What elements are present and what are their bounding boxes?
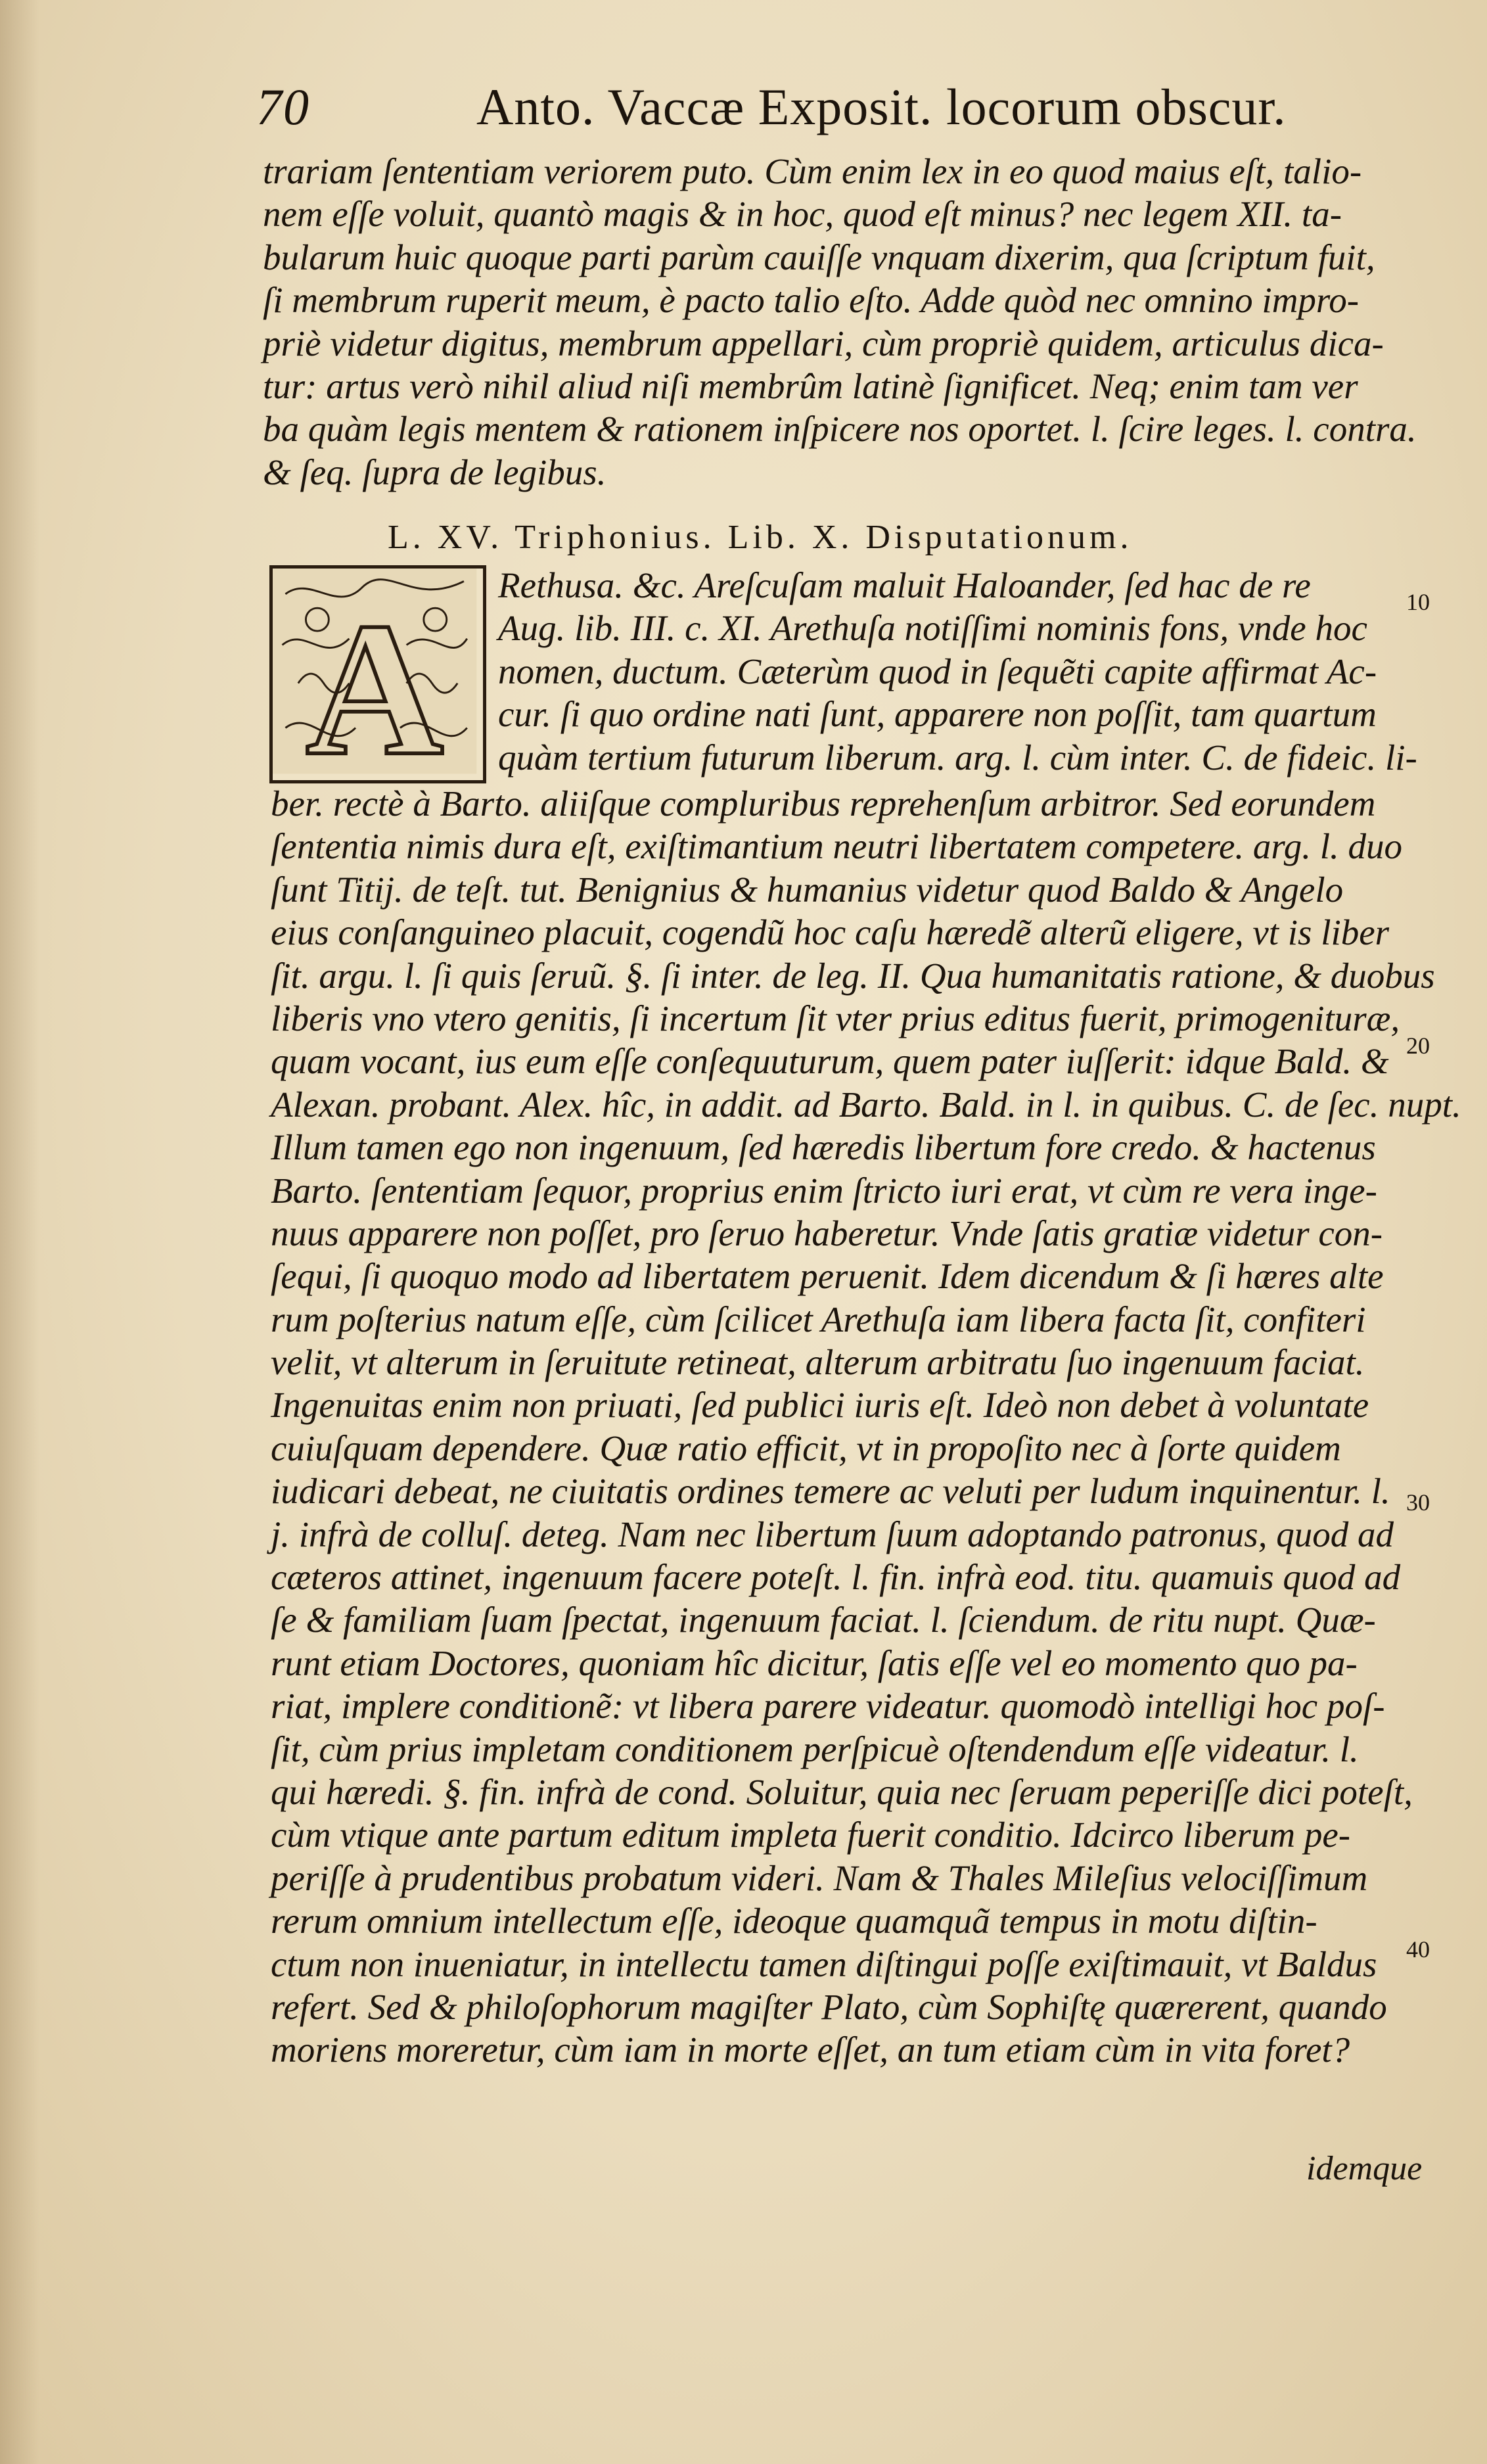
text-line: quam vocant, ius eum eſſe conſequuturum, quem pater iuſſerit: idque Bald. & — [271, 1041, 1389, 1082]
page-number: 70 — [256, 78, 310, 135]
margin-line-number: 10 — [1406, 589, 1430, 615]
ornament-icon — [273, 569, 483, 780]
margin-line-number: 40 — [1406, 1936, 1430, 1963]
text-line: riat, implere conditionẽ: vt libera parere videatur. quomodò intelligi hoc poſ- — [271, 1686, 1385, 1727]
text-line: tur: artus verò nihil aliud niſi membrûm latinè ſignificet. Neq; enim tam ver — [263, 365, 1358, 406]
text-line: iudicari debeat, ne ciuitatis ordines temere ac veluti per ludum inquinentur. l. — [271, 1471, 1390, 1512]
dropcap-letter: A — [306, 583, 444, 780]
text-line: rum poſterius natum eſſe, cùm ſcilicet Arethuſa iam libera facta ſit, confiteri — [271, 1299, 1366, 1339]
text-line: cur. ſi quo ordine nati ſunt, apparere non poſſit, tam quartum — [498, 694, 1377, 735]
text-line: eius conſanguineo placuit, cogendũ hoc caſu hæredẽ alterũ eligere, vt is liber — [271, 912, 1390, 953]
text-line: Aug. lib. III. c. XI. Arethuſa notiſſimi nominis fons, vnde hoc — [498, 608, 1367, 649]
text-line: ſit, cùm prius impletam conditionem perſpicuè oſtendendum eſſe videatur. l. — [271, 1729, 1359, 1769]
text-line: Barto. ſententiam ſequor, proprius enim ſtricto iuri erat, vt cùm re vera inge- — [271, 1170, 1377, 1211]
text-line: nuus apparere non poſſet, pro ſeruo haberetur. Vnde ſatis gratiæ videtur con- — [271, 1213, 1383, 1253]
page-gutter-shadow — [0, 0, 39, 2464]
text-line: nem eſſe voluit, quantò magis & in hoc, quod eſt minus? nec legem XII. ta- — [263, 194, 1342, 235]
body-paragraph — [271, 782, 1461, 2072]
text-line: cæteros attinet, ingenuum facere poteſt. l. fin. infrà eod. titu. quamuis quod ad — [271, 1557, 1401, 1598]
text-line: & ſeq. ſupra de legibus. — [263, 452, 606, 492]
text-line: nomen, ductum. Cæterùm quod in ſequẽti capite affirmat Ac- — [498, 651, 1377, 691]
catchword: idemque — [1306, 2150, 1423, 2187]
text-line: qui hæredi. §. fin. infrà de cond. Soluitur, quia nec ſeruam peperiſſe dici poteſt, — [271, 1771, 1413, 1812]
text-line: quàm tertium futurum liberum. arg. l. cùm inter. C. de fideic. li- — [498, 737, 1417, 778]
text-line: cuiuſquam dependere. Quæ ratio efficit, vt in propoſito nec à ſorte quidem — [271, 1428, 1341, 1468]
text-line: ctum non inueniatur, in intellectu tamen diſtingui poſſe exiſtimauit, vt Baldus — [271, 1943, 1377, 1984]
running-head — [256, 78, 1340, 143]
text-line: ſequi, ſi quoquo modo ad libertatem peruenit. Idem dicendum & ſi hæres alte — [271, 1256, 1384, 1297]
text-line: j. infrà de colluſ. deteg. Nam nec libertum ſuum adoptando patronus, quod ad — [271, 1514, 1394, 1554]
text-line: ſententia nimis dura eſt, exiſtimantium neutri libertatem competere. arg. l. duo — [271, 826, 1403, 867]
text-line: cùm vtique ante partum editum impleta fuerit conditio. Idcirco liberum pe- — [271, 1815, 1351, 1855]
margin-line-number: 30 — [1406, 1489, 1430, 1516]
text-line: ſit. argu. l. ſi quis ſeruũ. §. ſi inter. de leg. II. Qua humanitatis ratione, & duobus — [271, 955, 1435, 996]
text-line: ſi membrum ruperit meum, è pacto talio eſto. Adde quòd nec omnino impro- — [263, 280, 1360, 321]
text-line: ba quàm legis mentem & rationem inſpicere nos oportet. l. ſcire leges. l. contra. — [263, 409, 1417, 450]
running-title: Anto. Vaccæ Exposit. locorum obscur. — [476, 78, 1287, 135]
text-line: Ingenuitas enim non priuati, ſed publici iuris eſt. Ideò non debet à voluntate — [271, 1385, 1369, 1426]
text-line: ber. rectè à Barto. aliiſque compluribus reprehenſum arbitror. Sed eorundem — [271, 783, 1376, 824]
text-line: runt etiam Doctores, quoniam hîc dicitur, ſatis eſſe vel eo momento quo pa- — [271, 1642, 1358, 1683]
decorated-initial — [269, 565, 486, 783]
margin-line-number: 20 — [1406, 1033, 1430, 1059]
text-line: bularum huic quoque parti parùm cauiſſe vnquam dixerim, qua ſcriptum fuit, — [263, 237, 1375, 277]
text-line: periſſe à prudentibus probatum videri. Nam & Thales Mileſius velociſſimum — [271, 1857, 1368, 1898]
text-line: velit, vt alterum in ſeruitute retineat, alterum arbitratu ſuo ingenuum faciat. — [271, 1342, 1365, 1383]
text-line: Alexan. probant. Alex. hîc, in addit. ad Barto. Bald. in l. in quibus. C. de ſec. nupt. — [271, 1084, 1461, 1125]
initial-paragraph — [498, 564, 1418, 779]
text-line: Rethusa. &c. Areſcuſam maluit Haloander, ſed hac de re — [498, 565, 1311, 605]
text-line: trariam ſententiam veriorem puto. Cùm enim lex in eo quod maius eſt, talio- — [263, 151, 1362, 191]
text-line: moriens moreretur, cùm iam in morte eſſet, an tum etiam cùm in vita foret? — [271, 2030, 1350, 2070]
text-line: priè videtur digitus, membrum appellari, cùm propriè quidem, articulus dica- — [263, 323, 1384, 363]
text-line: Illum tamen ego non ingenuum, ſed hæredis libertum fore credo. & hactenus — [271, 1127, 1376, 1168]
text-line: liberis vno vtero genitis, ſi incertum ſit vter prius editus fuerit, primogenituræ, — [271, 998, 1400, 1038]
text-line: refert. Sed & philoſophorum magiſter Plato, cùm Sophiſtę quærerent, quando — [271, 1986, 1387, 2027]
text-line: rerum omnium intellectum eſſe, ideoque quamquã tempus in motu diſtin- — [271, 1901, 1317, 1941]
section-heading: L. XV. Triphonius. Lib. X. Disputationum. — [388, 519, 1133, 556]
top-paragraph — [263, 150, 1419, 494]
text-line: ſe & familiam ſuam ſpectat, ingenuum faciat. l. ſciendum. de ritu nupt. Quæ- — [271, 1600, 1376, 1640]
text-line: ſunt Titij. de teſt. tut. Benignius & humanius videtur quod Baldo & Angelo — [271, 869, 1344, 910]
